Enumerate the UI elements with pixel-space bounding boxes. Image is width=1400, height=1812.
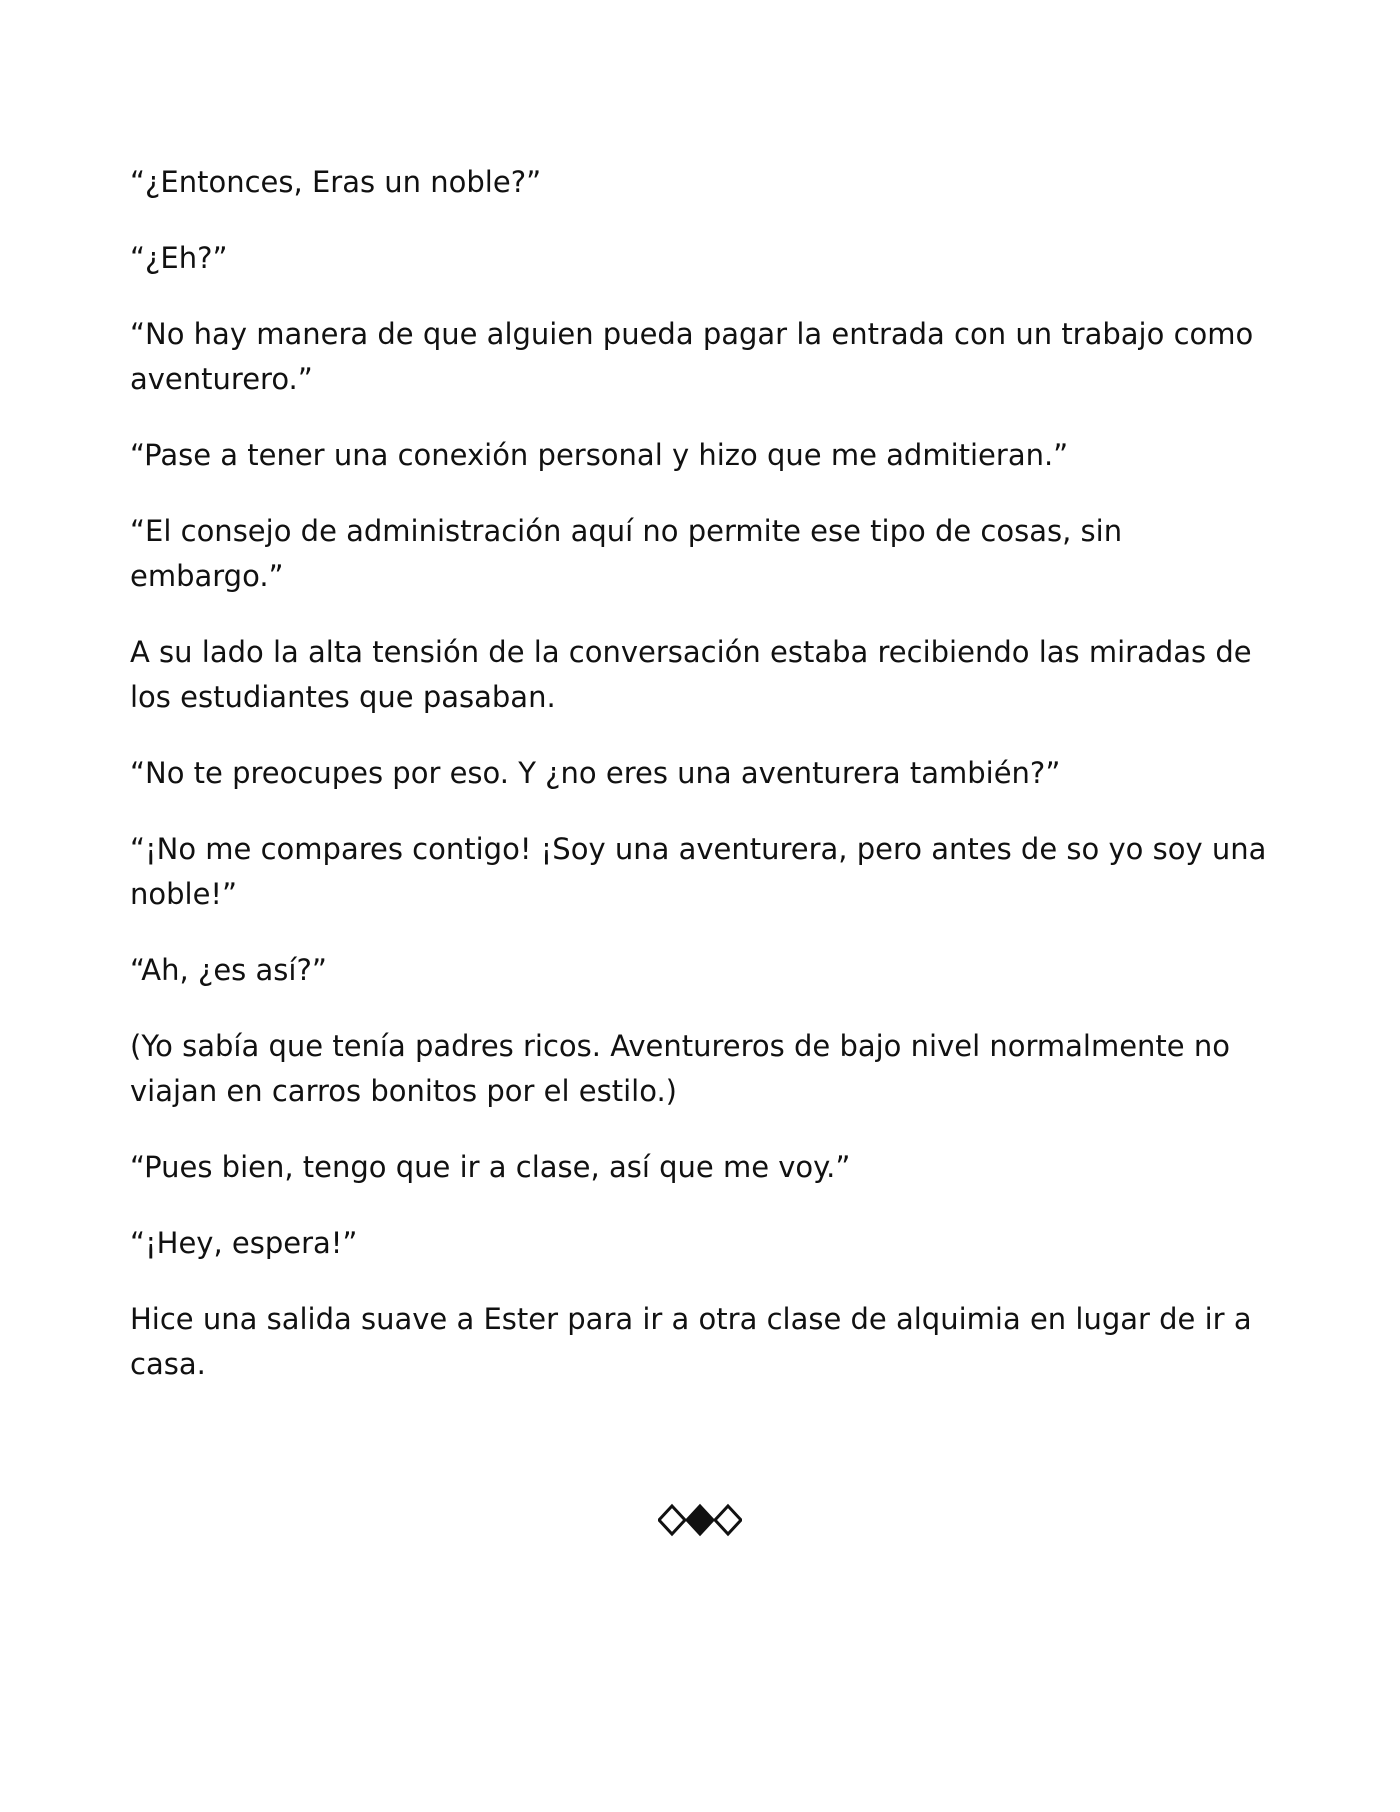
paragraph: A su lado la alta tensión de la conversación estaba recibiendo las miradas de los estudiantes que pasaban. [130,635,1252,714]
diamond-ornament-icon [658,1502,742,1538]
paragraph: “Pues bien, tengo que ir a clase, así que me voy.” [130,1150,851,1184]
paragraph: “No te preocupes por eso. Y ¿no eres una aventurera también?” [130,756,1061,790]
scene-separator [0,1500,1400,1540]
paragraph: “Ah, ¿es así?” [130,953,327,987]
paragraph: “¡No me compares contigo! ¡Soy una aventurera, pero antes de so yo soy una noble!” [130,832,1267,911]
paragraph: “No hay manera de que alguien pueda pagar la entrada con un trabajo como aventurero.” [130,317,1254,396]
paragraph: “¿Entonces, Eras un noble?” [130,165,542,199]
paragraph: Hice una salida suave a Ester para ir a otra clase de alquimia en lugar de ir a casa. [130,1302,1252,1381]
paragraph: “Pase a tener una conexión personal y hizo que me admitieran.” [130,438,1069,472]
paragraph: “El consejo de administración aquí no permite ese tipo de cosas, sin embargo.” [130,514,1123,593]
paragraph: “¿Eh?” [130,241,228,275]
paragraph: “¡Hey, espera!” [130,1226,358,1260]
paragraph: (Yo sabía que tenía padres ricos. Aventureros de bajo nivel normalmente no viajan en carros bonitos por el estilo.) [130,1029,1230,1108]
text-body [130,160,1270,1418]
